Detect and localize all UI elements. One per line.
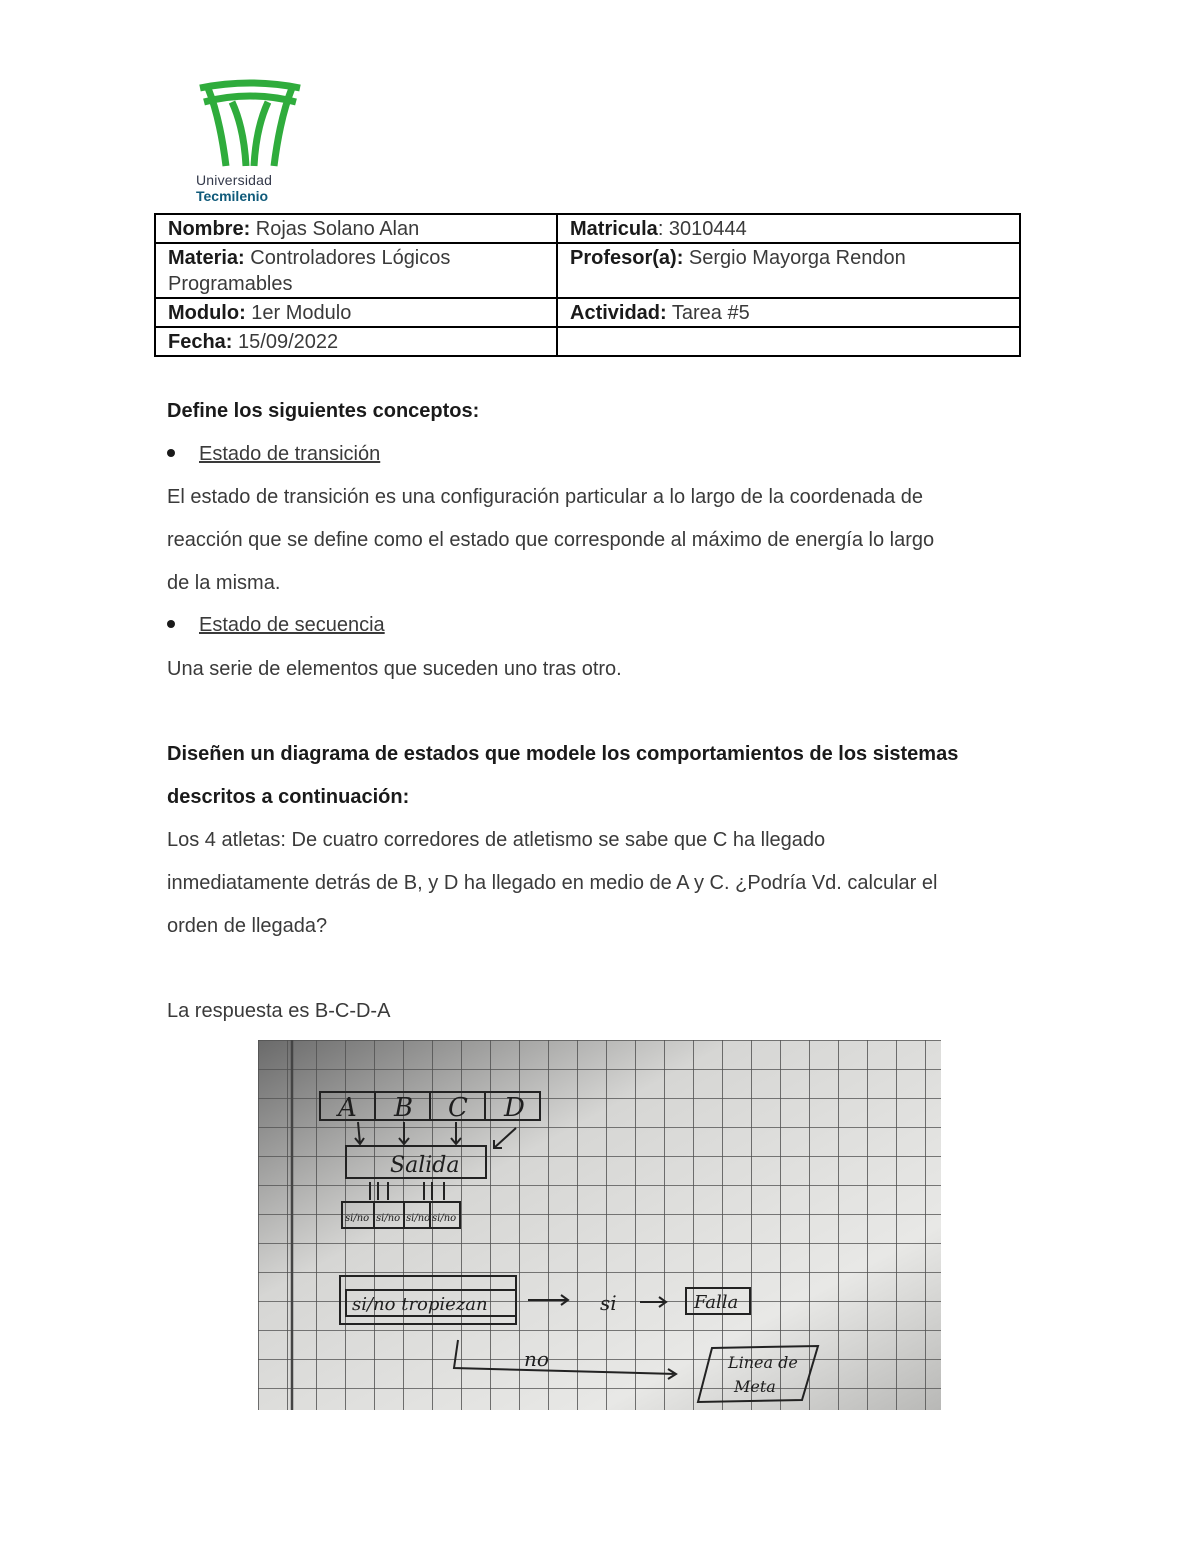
sketch-falla: Falla [694, 1292, 739, 1313]
profesor-value: Sergio Mayorga Rendon [683, 247, 906, 269]
definition-estado-transicion: El estado de transición es una configuración particular a lo largo de la coordenada de reacción que se define como el estado que corresponde al máximo de energía lo largo de la misma. [167, 486, 935, 594]
sketch-small-label: si/no [432, 1213, 457, 1224]
modulo-label: Modulo: [168, 302, 246, 324]
sketch-question: si/no tropiezan [352, 1294, 488, 1315]
state-diagram-sketch [258, 1040, 941, 1410]
bullet-item [167, 443, 380, 466]
modulo-cell [155, 298, 557, 327]
logo-text-tecmilenio: Tecmilenio [196, 188, 269, 204]
matricula-label: Matricula [570, 218, 658, 240]
nombre-label: Nombre: [168, 218, 251, 240]
section1-heading: Define los siguientes conceptos: [167, 400, 480, 422]
sketch-box-d: D [504, 1093, 525, 1123]
actividad-value: Tarea #5 [666, 302, 750, 324]
profesor-cell [557, 243, 1020, 298]
sketch-small-label: si/no [345, 1213, 370, 1224]
modulo-value: 1er Modulo [245, 302, 352, 324]
answer-text: La respuesta es B-C-D-A [167, 1000, 391, 1022]
sketch-small-label: si/no [406, 1213, 431, 1224]
empty-cell [557, 327, 1020, 356]
problem-statement: Los 4 atletas: De cuatro corredores de atletismo se sabe que C ha llegado inmediatamente detrás de B, y D ha llegado en medio de A y C. ¿Podría Vd. calcular el orden de llegada? [167, 829, 938, 937]
sketch-meta-line1: Linea de [728, 1353, 798, 1372]
fecha-label: Fecha: [168, 331, 233, 353]
profesor-label: Profesor(a): [570, 247, 684, 269]
definition-estado-secuencia: Una serie de elementos que suceden uno tras otro. [167, 658, 622, 680]
matricula-cell [557, 214, 1020, 243]
student-info-table [154, 213, 1021, 357]
logo-text-universidad: Universidad [196, 172, 273, 188]
sketch-box-c: C [448, 1093, 468, 1123]
materia-value: Controladores Lógicos Programables [168, 247, 451, 295]
sketch-salida: Salida [390, 1153, 460, 1178]
university-logo [190, 78, 310, 206]
bullet-icon [167, 620, 175, 628]
sketch-yes: si [600, 1291, 617, 1315]
sketch-box-a: A [338, 1093, 357, 1123]
sketch-small-label: si/no [376, 1213, 401, 1224]
handwritten-diagram-photo [258, 1040, 941, 1410]
fecha-value: 15/09/2022 [232, 331, 339, 353]
tecmilenio-logo-icon [190, 78, 310, 170]
actividad-cell [557, 298, 1020, 327]
sketch-meta-line2: Meta [734, 1377, 776, 1396]
materia-cell [155, 243, 557, 298]
bullet-item [167, 614, 385, 637]
term-estado-secuencia: Estado de secuencia [199, 614, 385, 636]
nombre-cell [155, 214, 557, 243]
sketch-no: no [524, 1347, 549, 1371]
bullet-icon [167, 449, 175, 457]
sketch-box-b: B [394, 1093, 414, 1123]
section2-heading: Diseñen un diagrama de estados que modele los comportamientos de los sistemas descritos a continuación: [167, 743, 959, 808]
fecha-cell [155, 327, 557, 356]
materia-label: Materia: [168, 247, 245, 269]
term-estado-transicion: Estado de transición [199, 443, 381, 465]
matricula-value: : 3010444 [657, 218, 747, 240]
nombre-value: Rojas Solano Alan [250, 218, 420, 240]
actividad-label: Actividad: [570, 302, 667, 324]
